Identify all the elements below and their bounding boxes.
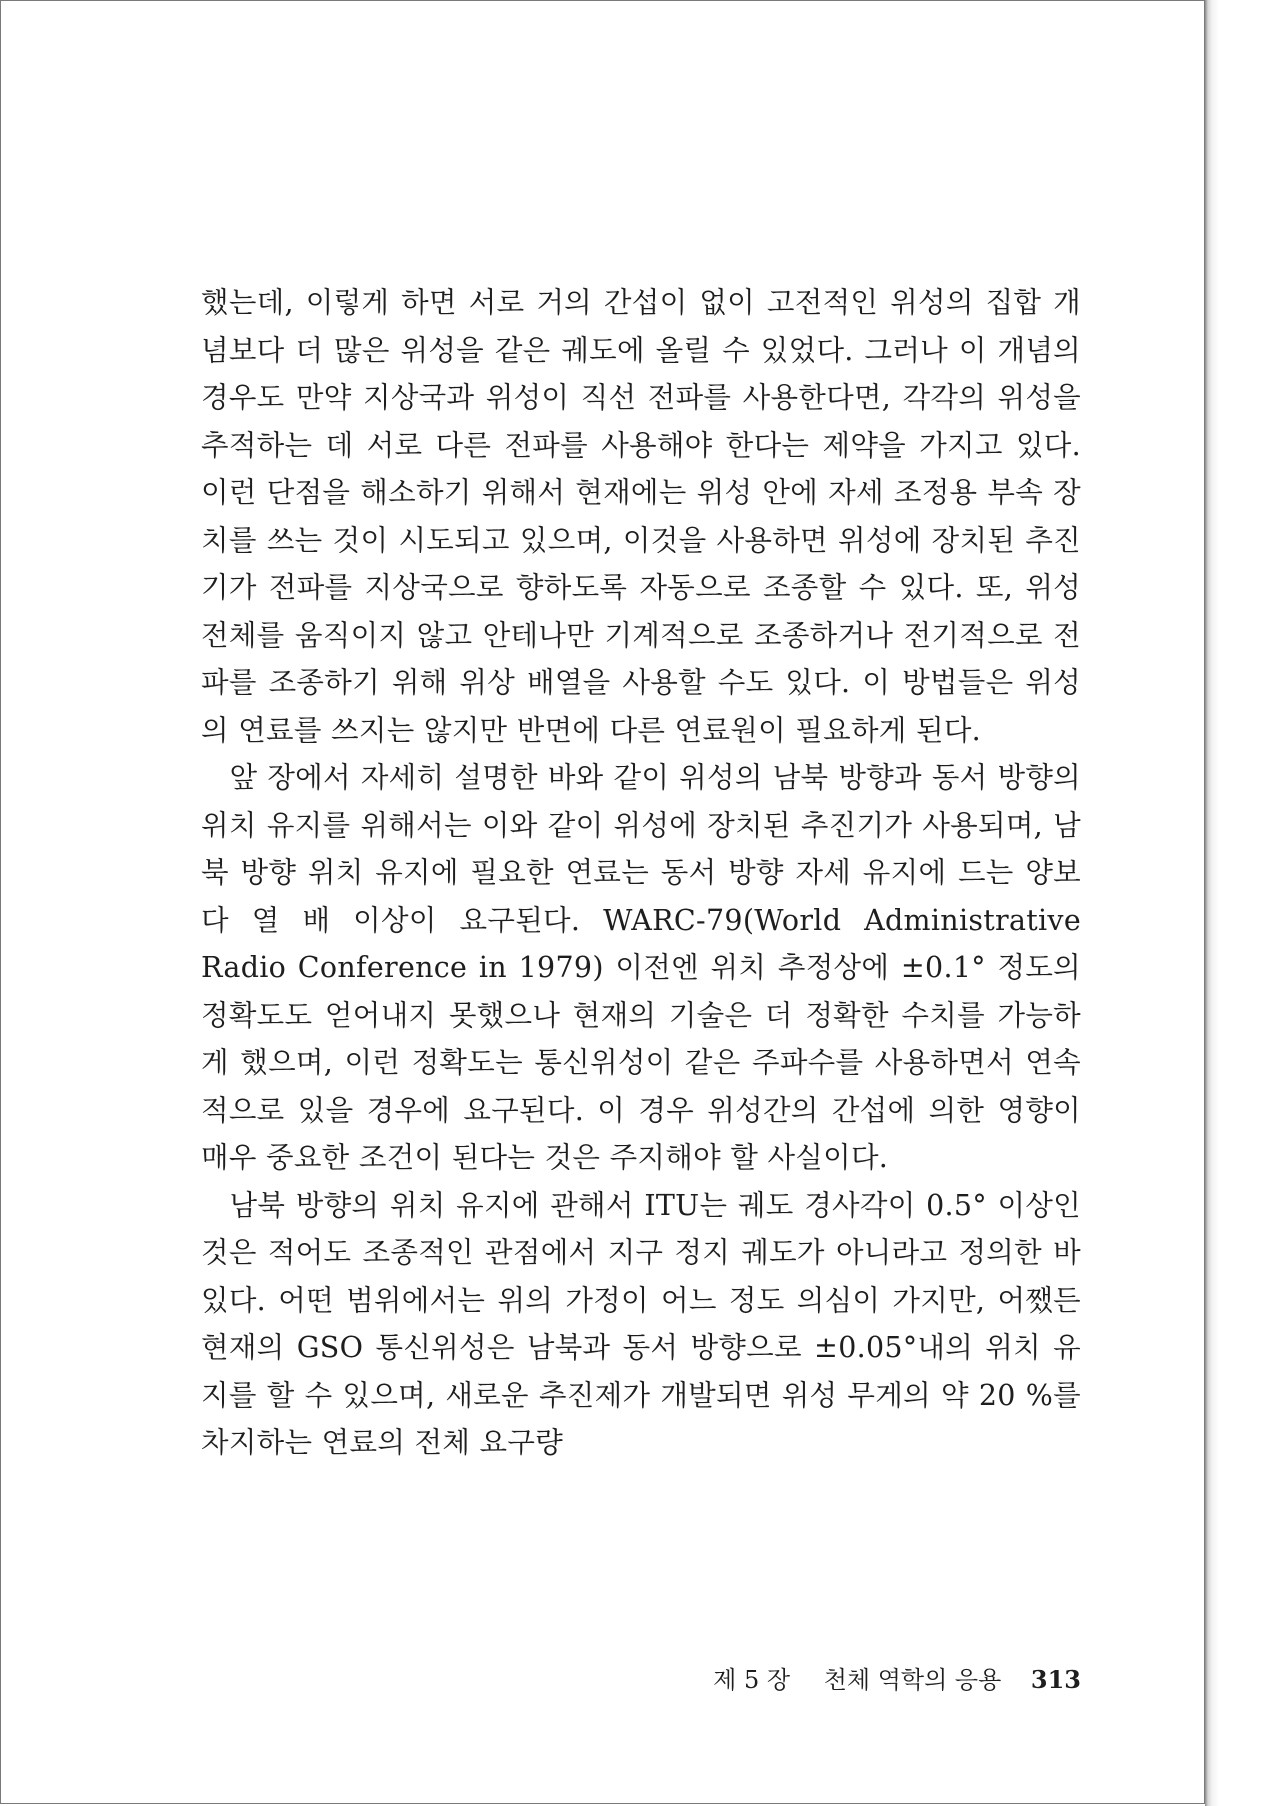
page-footer	[691, 1665, 1081, 1695]
paragraph-1: 했는데, 이렇게 하면 서로 거의 간섭이 없이 고전적인 위성의 집합 개념보다 더 많은 위성을 같은 궤도에 올릴 수 있었다. 그러나 이 개념의 경우도 만약 지상국과 위성이 직선 전파를 사용한다면, 각각의 위성을 추적하는 데 서로 다른 전파를 사용해야 한다는 제약을 가지고 있다. 이런 단점을 해소하기 위해서 현재에는 위성 안에 자세 조정용 부속 장치를 쓰는 것이 시도되고 있으며, 이것을 사용하면 위성에 장치된 추진기가 전파를 지상국으로 향하도록 자동으로 조종할 수 있다. 또, 위성 전체를 움직이지 않고 안테나만 기계적으로 조종하거나 전기적으로 전파를 조종하기 위해 위상 배열을 사용할 수도 있다. 이 방법들은 위성의 연료를 쓰지는 않지만 반면에 다른 연료원이 필요하게 된다.	[201, 286, 1081, 747]
body-text	[201, 279, 1081, 1467]
chapter-label: 제 5 장	[713, 1666, 791, 1694]
paragraph-3: 남북 방향의 위치 유지에 관해서 ITU는 궤도 경사각이 0.5° 이상인 것은 적어도 조종적인 관점에서 지구 정지 궤도가 아니라고 정의한 바 있다. 어떤 범위에서는 위의 가정이 어느 정도 의심이 가지만, 어쨌든 현재의 GSO 통신위성은 남북과 동서 방향으로 ±0.05°내의 위치 유지를 할 수 있으며, 새로운 추진제가 개발되면 위성 무게의 약 20 %를 차지하는 연료의 전체 요구량	[201, 1188, 1081, 1459]
running-title: 천체 역학의 응용	[823, 1666, 1002, 1694]
paragraph-2: 앞 장에서 자세히 설명한 바와 같이 위성의 남북 방향과 동서 방향의 위치 유지를 위해서는 이와 같이 위성에 장치된 추진기가 사용되며, 남북 방향 위치 유지에 필요한 연료는 동서 방향 자세 유지에 드는 양보다 열 배 이상이 요구된다. WARC-79(World Administrative Radio Conference in 1979) 이전엔 위치 추정상에 ±0.1° 정도의 정확도도 얻어내지 못했으나 현재의 기술은 더 정확한 수치를 가능하게 했으며, 이런 정확도는 통신위성이 같은 주파수를 사용하면서 연속적으로 있을 경우에 요구된다. 이 경우 위성간의 간섭에 의한 영향이 매우 중요한 조건이 된다는 것은 주지해야 할 사실이다.	[201, 761, 1081, 1174]
page-number: 313	[1030, 1665, 1081, 1694]
page-edge-shadow	[1205, 0, 1219, 1806]
